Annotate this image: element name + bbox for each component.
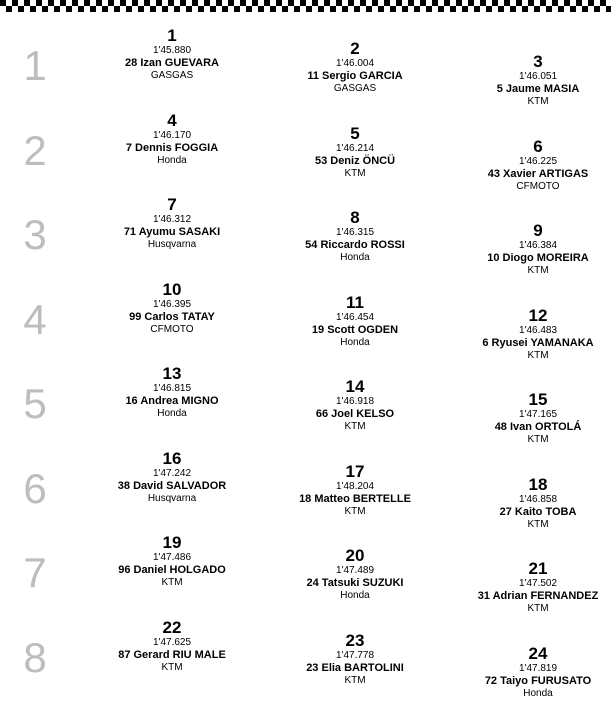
grid-slot [255, 378, 455, 433]
team-name: KTM [527, 434, 549, 445]
lap-time: 1'47.819 [518, 662, 558, 674]
rider-name: 87 Gerard RIU MALE [118, 648, 226, 661]
lap-time: 1'46.454 [335, 311, 375, 323]
team-name: Husqvarna [147, 492, 197, 504]
grid-slot [438, 645, 611, 700]
grid-position: 1 [167, 26, 177, 45]
grid-position: 8 [350, 208, 360, 227]
grid-slot [255, 547, 455, 602]
grid-position: 3 [533, 52, 543, 71]
grid-slot [72, 619, 272, 674]
lap-time: 1'47.625 [152, 636, 192, 648]
grid-position: 22 [162, 617, 182, 637]
lap-time: 1'46.170 [152, 129, 192, 141]
grid-slot [255, 40, 455, 95]
grid-slot [255, 294, 455, 349]
grid-slot [438, 560, 611, 615]
grid-slot [72, 365, 272, 420]
team-name: KTM [344, 421, 366, 432]
rider-name: 16 Andrea MIGNO [125, 395, 219, 407]
grid-position: 12 [528, 305, 548, 325]
lap-time: 1'47.486 [152, 552, 192, 563]
team-name: Honda [523, 687, 553, 699]
rider-name: 38 David SALVADOR [117, 479, 227, 492]
lap-time: 1'48.204 [335, 480, 375, 492]
rider-name: 7 Dennis FOGGIA [125, 141, 219, 154]
rider-name: 48 Ivan ORTOLÁ [494, 421, 582, 433]
grid-position: 2 [350, 39, 360, 58]
team-name: CFMOTO [150, 323, 194, 335]
lap-time: 1'46.051 [518, 71, 558, 82]
grid-row-number: 1 [23, 42, 47, 89]
team-name: GASGAS [333, 83, 377, 94]
lap-time: 1'47.242 [152, 467, 192, 479]
lap-time: 1'46.918 [335, 396, 375, 407]
grid-slot [72, 196, 272, 251]
team-name: GASGAS [150, 70, 194, 81]
grid-position: 14 [345, 377, 365, 396]
team-name: KTM [527, 96, 549, 107]
lap-time: 1'47.165 [518, 409, 558, 420]
grid-row-number: 3 [23, 211, 47, 258]
team-name: Honda [157, 154, 187, 166]
rider-name: 71 Ayumu SASAKI [123, 226, 221, 238]
grid-position: 9 [533, 221, 543, 240]
team-name: CFMOTO [516, 180, 560, 192]
lap-time: 1'46.815 [152, 383, 192, 394]
rider-name: 72 Taiyo FURUSATO [484, 674, 592, 687]
lap-time: 1'46.395 [152, 298, 192, 310]
grid-slot [255, 632, 455, 687]
grid-slot [438, 476, 611, 531]
grid-row-number: 8 [23, 633, 47, 681]
grid-position: 6 [533, 136, 543, 156]
grid-position: 7 [167, 195, 177, 214]
grid-position: 19 [162, 533, 182, 552]
grid-slot [72, 281, 272, 336]
grid-slot [72, 27, 272, 82]
rider-name: 54 Riccardo ROSSI [305, 239, 405, 251]
lap-time: 1'46.312 [152, 214, 192, 225]
grid-slot [72, 450, 272, 505]
lap-time: 1'47.778 [335, 649, 375, 661]
grid-slot [438, 307, 611, 362]
lap-time: 1'46.214 [335, 142, 375, 154]
rider-name: 23 Elia BARTOLINI [306, 661, 404, 674]
rider-name: 10 Diogo MOREIRA [487, 252, 589, 264]
lap-time: 1'46.483 [518, 324, 558, 336]
lap-time: 1'45.880 [152, 45, 192, 56]
grid-position: 5 [350, 123, 360, 143]
grid-position: 4 [167, 110, 177, 130]
lap-time: 1'46.004 [335, 58, 375, 69]
grid-position: 24 [528, 643, 548, 663]
grid-row-number: 7 [23, 549, 47, 596]
rider-name: 5 Jaume MASIA [496, 83, 580, 95]
rider-name: 31 Adrian FERNANDEZ [477, 590, 599, 602]
rider-name: 18 Matteo BERTELLE [299, 492, 411, 505]
grid-position: 18 [528, 474, 548, 494]
rider-name: 43 Xavier ARTIGAS [487, 167, 589, 180]
grid-slot [255, 209, 455, 264]
team-name: Honda [340, 590, 370, 601]
team-name: Honda [340, 336, 370, 348]
rider-name: 96 Daniel HOLGADO [118, 564, 226, 576]
lap-time: 1'46.858 [518, 493, 558, 505]
team-name: KTM [344, 167, 366, 179]
rider-name: 99 Carlos TATAY [129, 310, 215, 323]
lap-time: 1'47.502 [518, 578, 558, 589]
team-name: KTM [527, 518, 549, 530]
grid-slot [255, 463, 455, 518]
grid-row-number: 2 [23, 126, 47, 174]
lap-time: 1'47.489 [335, 565, 375, 576]
grid-position: 17 [345, 461, 365, 481]
rider-name: 53 Deniz ÖNCÜ [314, 154, 396, 167]
rider-name: 6 Ryusei YAMANAKA [482, 336, 594, 349]
grid-position: 13 [162, 364, 182, 383]
grid-slot [438, 53, 611, 108]
team-name: KTM [527, 265, 549, 276]
team-name: KTM [161, 661, 183, 673]
grid-slot [438, 138, 611, 193]
rider-name: 28 Izan GUEVARA [125, 57, 219, 69]
grid-slot [438, 391, 611, 446]
rider-name: 11 Sergio GARCIA [307, 70, 403, 82]
grid-position: 15 [528, 390, 548, 409]
team-name: KTM [344, 674, 366, 686]
grid-slot [255, 125, 455, 180]
grid-slot [438, 222, 611, 277]
grid-position: 21 [528, 559, 548, 578]
team-name: KTM [527, 603, 549, 614]
grid-row-number: 6 [23, 464, 47, 512]
grid-row-number: 5 [23, 380, 47, 427]
rider-name: 19 Scott OGDEN [311, 323, 399, 336]
rider-name: 27 Kaito TOBA [499, 505, 577, 518]
rider-name: 24 Tatsuki SUZUKI [306, 577, 404, 589]
lap-time: 1'46.225 [518, 155, 558, 167]
grid-position: 23 [345, 630, 365, 650]
team-name: Honda [157, 408, 187, 419]
lap-time: 1'46.315 [335, 227, 375, 238]
grid-slot [72, 112, 272, 167]
grid-position: 16 [162, 448, 182, 468]
team-name: Husqvarna [147, 239, 197, 250]
lap-time: 1'46.384 [518, 240, 558, 251]
grid-slot [72, 534, 272, 589]
team-name: KTM [161, 577, 183, 588]
team-name: KTM [527, 349, 549, 361]
grid-row-number: 4 [23, 295, 47, 343]
team-name: KTM [344, 505, 366, 517]
grid-position: 10 [162, 279, 182, 299]
grid-position: 11 [346, 292, 364, 312]
team-name: Honda [340, 252, 370, 263]
grid-position: 20 [345, 546, 365, 565]
rider-name: 66 Joel KELSO [315, 408, 395, 420]
